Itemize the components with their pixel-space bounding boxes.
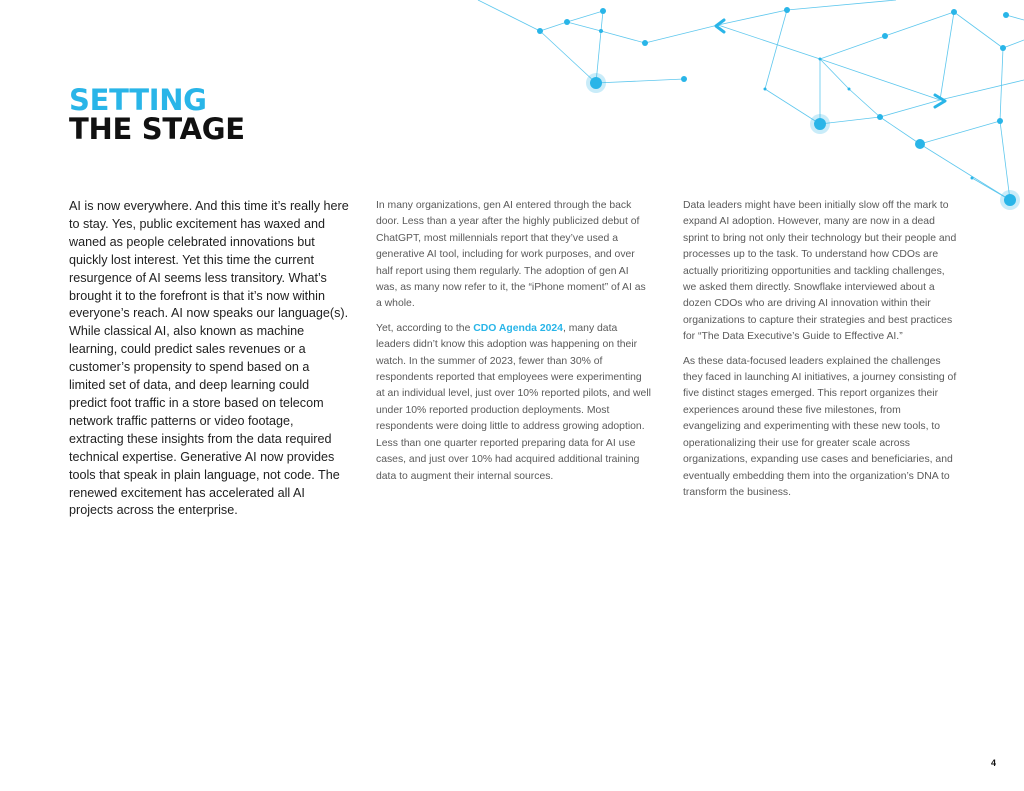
intro-paragraph: AI is now everywhere. And this time it’s really here to stay. Yes, public excitement has waxed and waned as people celebrated innovations but quickly lost interest. Yet this time the current resurgence of AI seems less transitory. What’s brought it to the forefront is that it’s now within everyone’s reach. AI now speaks our language(s). While classical AI, also known as machine learning, could predict sales revenues or a customer’s propensity to spend based on a limited set of data, and deep learning could predict foot traffic in a store based on telecom network traffic patterns or video footage, extracting these insights from the data required technical expertise. Generative AI now provides tools that speak in plain language, not code. The renewed excitement has accelerated all AI projects across the enterprise.: [69, 199, 349, 518]
column-1: [69, 198, 349, 520]
paragraph-text: Yet, according to the: [376, 322, 474, 334]
column-3: [683, 198, 958, 501]
title-line-2: THE STAGE: [69, 112, 245, 146]
page-number: 4: [991, 758, 997, 768]
column-2-paragraph-1: In many organizations, gen AI entered through the back door. Less than a year after the highly publicized debut of ChatGPT, most millennials report that they’ve used a generative AI tool, including for work purposes, and over half report using them regularly. The adoption of gen AI was, as many now refer to it, the “iPhone moment” of AI as a whole.: [376, 200, 646, 310]
title-line-1: SETTING: [69, 83, 207, 117]
column-2-paragraph-2: [376, 321, 651, 485]
column-2: [376, 198, 651, 485]
column-3-paragraph-2: As these data-focused leaders explained the challenges they faced in launching AI initiatives, a journey consisting of five distinct stages emerged. This report organizes their experiences around these five milestones, from evangelizing and experimenting with these new tools, to operationalizing their use for greater scale across organizations, expanding use cases and beneficiaries, and eventually embedding them into the organization’s DNA to transform the business.: [683, 355, 957, 498]
page-title: [69, 83, 245, 146]
column-3-paragraph-1: Data leaders might have been initially slow off the mark to expand AI adoption. However, many are now in a dead sprint to bring not only their technology but their people and processes up to the task. To understand how CDOs are actually prioritizing opportunities and tackling challenges, we asked them directly. Snowflake interviewed about a dozen CDOs who are driving AI innovation within their organizations to capture their strategies and best practices for “The Data Executive’s Guide to Effective AI.”: [683, 200, 957, 343]
cdo-agenda-link[interactable]: CDO Agenda 2024: [473, 322, 563, 334]
paragraph-text: , many data leaders didn’t know this adoption was happening on their watch. In the summer of 2023, fewer than 30% of respondents reported that employees were experimenting at an individual level, just over 10% reported pilots, and well under 10% reported production deployments. Most respondents were doing little to address growing adoption. Less than one quarter reported preparing data for AI use cases, and just over 10% had acquired additional training data to augment their internal sources.: [376, 322, 651, 482]
